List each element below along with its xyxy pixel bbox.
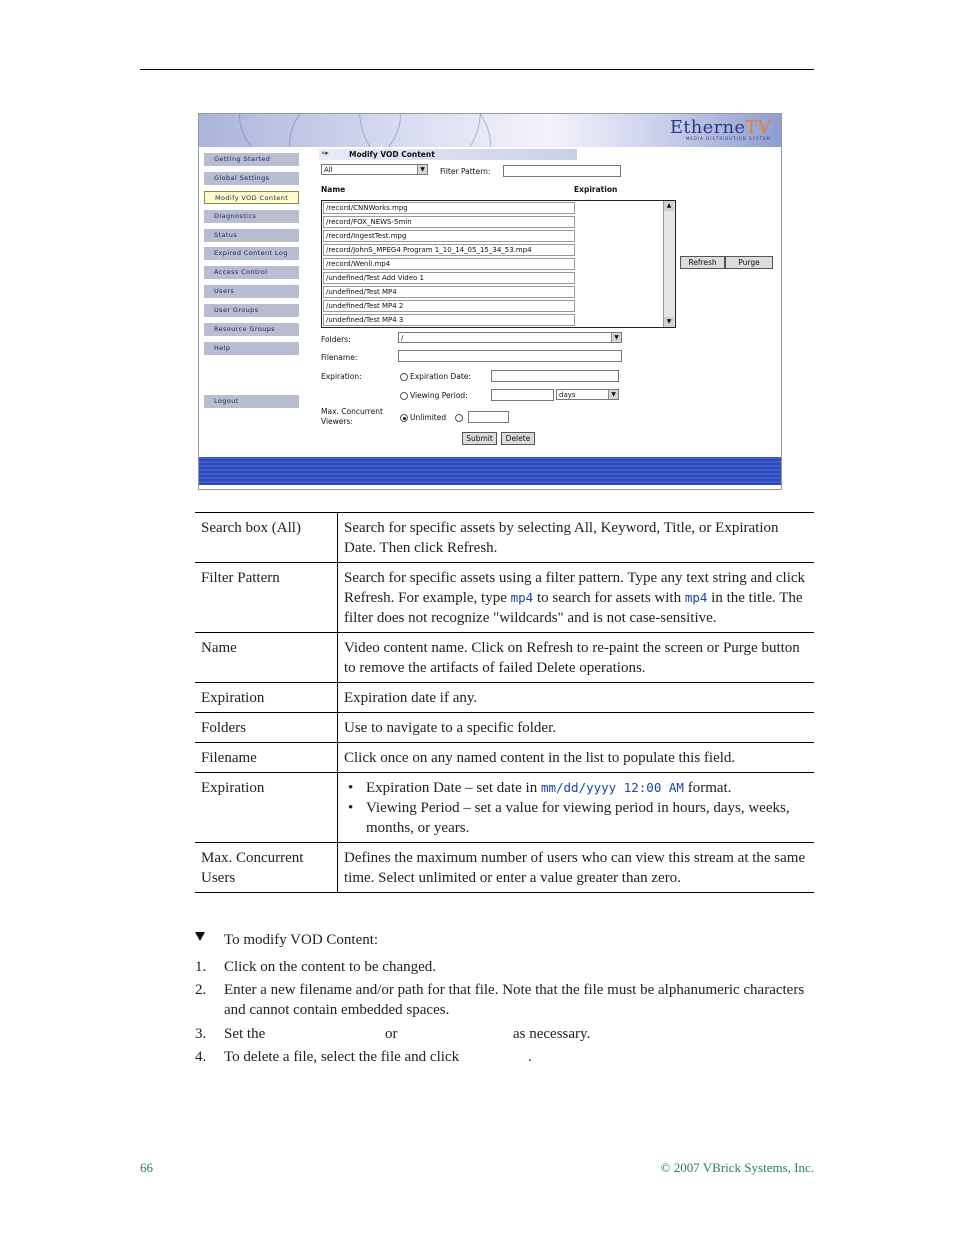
max-viewers-input[interactable] (468, 411, 509, 423)
table-row (195, 743, 814, 773)
radio-icon[interactable] (455, 414, 463, 422)
bullet-item: • Expiration Date – set date in mm/dd/yyyy 12:00 AM format. (366, 778, 808, 798)
copyright: © 2007 VBrick Systems, Inc. (660, 1160, 814, 1175)
table-row (195, 713, 814, 743)
scroll-down-icon[interactable]: ▼ (664, 317, 674, 327)
list-item[interactable]: /record/CNNWorks.mpg (323, 202, 575, 214)
table-row (195, 513, 814, 563)
list-item[interactable]: /undefined/Test Add Video 1 (323, 272, 575, 284)
term: Expiration (195, 683, 338, 713)
expiration-date-input[interactable] (491, 370, 619, 382)
filename-input[interactable] (398, 350, 622, 362)
max-viewers-label-1: Max. Concurrent (321, 407, 383, 416)
panel-title: Modify VOD Content (349, 150, 435, 159)
filename-label: Filename: (321, 353, 358, 362)
nav-access-control[interactable]: Access Control (204, 266, 299, 279)
description: Use to navigate to a specific folder. (338, 713, 815, 743)
col-expiration: Expiration (574, 185, 618, 194)
custom-viewers-option[interactable] (455, 413, 465, 422)
page-number: 66 (140, 1160, 153, 1175)
viewing-period-input[interactable] (491, 389, 554, 401)
folders-select[interactable]: / ▼ (398, 332, 622, 343)
filter-label: Filter Pattern: (440, 167, 491, 176)
sidebar-nav (204, 153, 299, 405)
table-row (195, 563, 814, 633)
list-item[interactable]: /undefined/Test MP4 2 (323, 300, 575, 312)
panel-header (319, 149, 577, 160)
chevron-down-icon: ▼ (608, 390, 618, 399)
description: Search for specific assets using a filter pattern. Type any text string and click Refresh. For example, type mp4 to search for assets with mp4 in the title. The filter does not recognize "wildcards" and is not case-sensitive. (338, 563, 815, 633)
term: Filter Pattern (195, 563, 338, 633)
nav-help[interactable]: Help (204, 342, 299, 355)
banner (199, 114, 781, 147)
col-name: Name (321, 185, 346, 194)
search-select[interactable]: All ▼ (321, 164, 428, 175)
term: Filename (195, 743, 338, 773)
list-scrollbar[interactable] (663, 201, 675, 327)
nav-expired-content-log[interactable]: Expired Content Log (204, 247, 299, 260)
nav-modify-vod-content[interactable]: Modify VOD Content (204, 191, 299, 204)
logout-button[interactable]: Logout (204, 395, 299, 408)
radio-icon[interactable] (400, 392, 408, 400)
chevron-down-icon: ▼ (417, 165, 427, 174)
term: Search box (All) (195, 513, 338, 563)
description: Search for specific assets by selecting All, Keyword, Title, or Expiration Date. Then click Refresh. (338, 513, 815, 563)
nav-status[interactable]: Status (204, 229, 299, 242)
description (338, 773, 815, 843)
nav-diagnostics[interactable]: Diagnostics (204, 210, 299, 223)
refresh-button[interactable]: Refresh (680, 256, 725, 269)
term: Name (195, 633, 338, 683)
folders-label: Folders: (321, 335, 351, 344)
filter-input[interactable] (503, 165, 621, 177)
nav-resource-groups[interactable]: Resource Groups (204, 323, 299, 336)
term: Max. Concurrent Users (195, 843, 338, 893)
chevron-down-icon: ▼ (611, 333, 621, 342)
content-list[interactable] (321, 200, 676, 328)
procedure-triangle-icon (195, 932, 205, 941)
max-viewers-label-2: Viewers: (321, 417, 353, 426)
field-definitions-table (195, 512, 814, 893)
description: Expiration date if any. (338, 683, 815, 713)
header-rule (140, 69, 814, 70)
table-row (195, 683, 814, 713)
list-item[interactable]: /undefined/Test MP4 (323, 286, 575, 298)
list-item[interactable]: /record/IngestTest.mpg (323, 230, 575, 242)
table-row (195, 633, 814, 683)
nav-user-groups[interactable]: User Groups (204, 304, 299, 317)
description: Click once on any named content in the list to populate this field. (338, 743, 815, 773)
list-item[interactable]: /undefined/Test MP4 3 (323, 314, 575, 326)
viewing-period-option[interactable]: Viewing Period: (400, 391, 468, 400)
description: Video content name. Click on Refresh to re-paint the screen or Purge button to remove the artifacts of failed Delete operations. (338, 633, 815, 683)
step-4: 4. To delete a file, select the file and click . (195, 1049, 532, 1065)
submit-button[interactable]: Submit (462, 432, 497, 445)
nav-global-settings[interactable]: Global Settings (204, 172, 299, 185)
ethernetv-screenshot (198, 113, 782, 490)
nav-getting-started[interactable]: Getting Started (204, 153, 299, 166)
list-item[interactable]: /record/Wenli.mp4 (323, 258, 575, 270)
description: Defines the maximum number of users who can view this stream at the same time. Select unlimited or enter a value greater than zero. (338, 843, 815, 893)
expiration-label: Expiration: (321, 372, 362, 381)
scroll-up-icon[interactable]: ▲ (664, 201, 674, 211)
step-3: 3. Set the or as necessary. (195, 1026, 591, 1042)
list-item[interactable]: /record/FOX_NEWS-5min (323, 216, 575, 228)
procedure-heading: To modify VOD Content: (224, 932, 379, 948)
bullet-item: • Viewing Period – set a value for viewing period in hours, days, weeks, months, or years. (366, 798, 808, 838)
period-unit-select[interactable]: days ▼ (556, 389, 619, 400)
footer-bar (199, 457, 781, 485)
ethernetv-logo: EtherneTV MEDIA DISTRIBUTION SYSTEM (669, 117, 771, 141)
radio-icon[interactable] (400, 373, 408, 381)
expand-arrow-icon: »▸ (321, 149, 329, 157)
term: Expiration (195, 773, 338, 843)
purge-button[interactable]: Purge (725, 256, 773, 269)
table-row (195, 773, 814, 843)
nav-users[interactable]: Users (204, 285, 299, 298)
term: Folders (195, 713, 338, 743)
expiration-date-option[interactable]: Expiration Date: (400, 372, 471, 381)
unlimited-option[interactable]: Unlimited (400, 413, 446, 422)
delete-button[interactable]: Delete (501, 432, 535, 445)
table-row (195, 843, 814, 893)
radio-icon[interactable] (400, 414, 408, 422)
list-item[interactable]: /record/JohnS_MPEG4 Program 1_10_14_05_15_34_53.mp4 (323, 244, 575, 256)
